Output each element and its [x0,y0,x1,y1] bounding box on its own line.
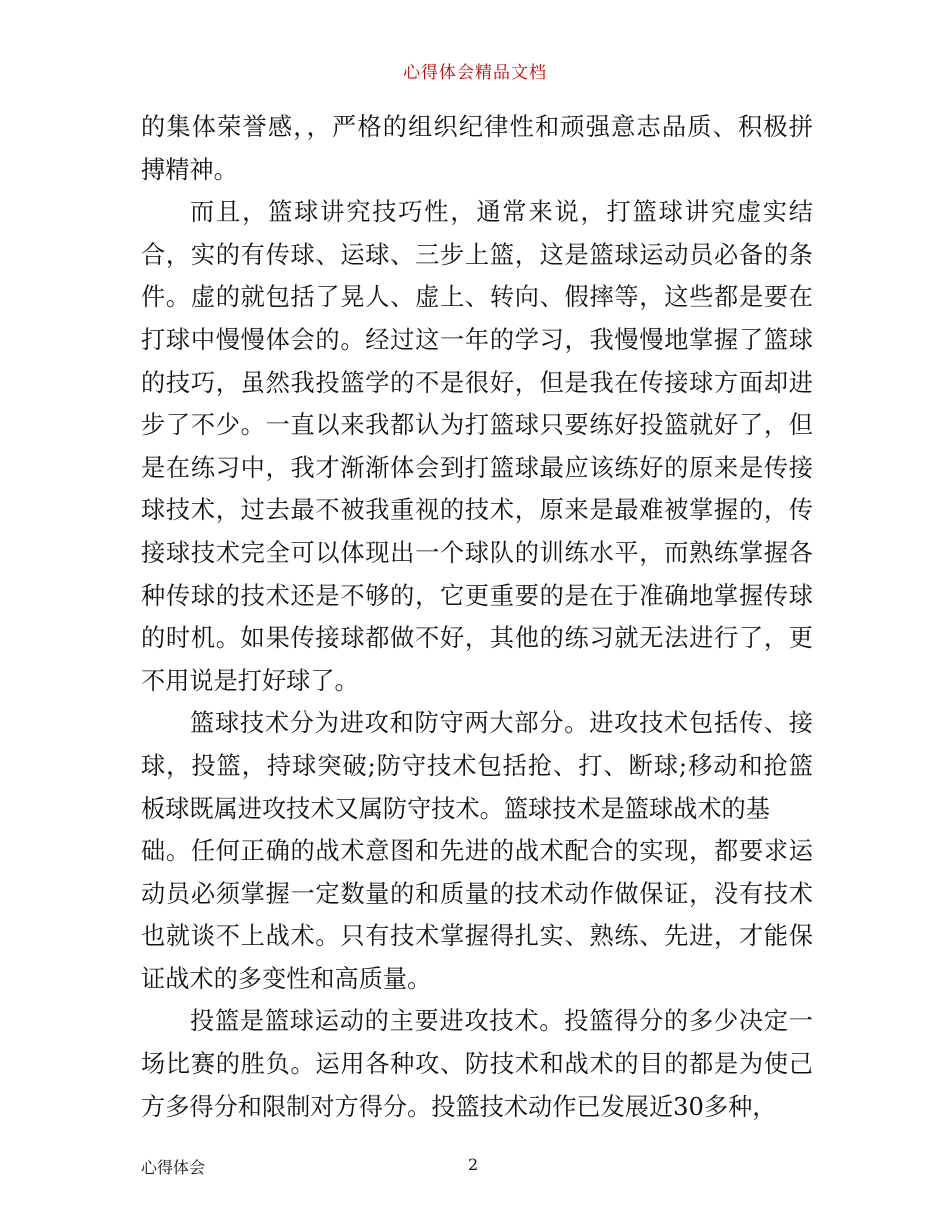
text-line: 板球既属进攻技术又属防守技术。篮球技术是篮球战术的基 [141,794,770,823]
text-line: 础。任何正确的战术意图和先进的战术配合的实现，都要求运 [141,837,813,866]
text-line: 方多得分和限制对方得分。投篮技术动作已发展近30多种， [141,1092,777,1121]
text-line: 也就谈不上战术。只有技术掌握得扎实、熟练、先进，才能保 [141,922,813,951]
text-line: 的技巧，虽然我投篮学的不是很好，但是我在传接球方面却进 [141,368,813,397]
text-line: 不用说是打好球了。 [141,666,359,695]
text-line: 动员必须掌握一定数量的和质量的技术动作做保证，没有技术 [141,879,813,908]
text-line: 步了不少。一直以来我都认为打篮球只要练好投篮就好了，但 [141,411,813,440]
page-header-title: 心得体会精品文档 [403,63,547,83]
text-line: 投篮是篮球运动的主要进攻技术。投篮得分的多少决定一 [190,1007,813,1036]
text-line: 的集体荣誉感，，严格的组织纪律性和顽强意志品质、积极拼 [141,113,813,141]
text-line: 而且，篮球讲究技巧性，通常来说，打篮球讲究虚实结 [190,198,813,227]
body-text [141,106,813,1128]
text-line: 搏精神。 [141,155,238,184]
text-line: 球，投篮，持球突破;防守技术包括抢、打、断球;移动和抢篮 [141,751,813,780]
text-line: 证战术的多变性和高质量。 [141,964,432,993]
text-line: 合，实的有传球、运球、三步上篮，这是篮球运动员必备的条 [141,240,813,269]
footer-label: 心得体会 [141,1158,206,1177]
text-line: 种传球的技术还是不够的，它更重要的是在于准确地掌握传球 [141,581,813,610]
text-line: 球技术，过去最不被我重视的技术，原来是最难被掌握的，传 [141,496,813,525]
text-line: 场比赛的胜负。运用各种攻、防技术和战术的目的都是为使己 [141,1050,813,1079]
text-line: 的时机。如果传接球都做不好，其他的练习就无法进行了，更 [141,624,813,653]
text-line: 接球技术完全可以体现出一个球队的训练水平，而熟练掌握各 [141,538,813,567]
page-number: 2 [468,1155,479,1174]
text-line: 件。虚的就包括了晃人、虚上、转向、假摔等，这些都是要在 [141,283,813,312]
text-line: 篮球技术分为进攻和防守两大部分。进攻技术包括传、接 [190,709,813,738]
text-line: 是在练习中，我才渐渐体会到打篮球最应该练好的原来是传接 [141,453,813,482]
text-line: 打球中慢慢体会的。经过这一年的学习，我慢慢地掌握了篮球 [141,325,813,354]
